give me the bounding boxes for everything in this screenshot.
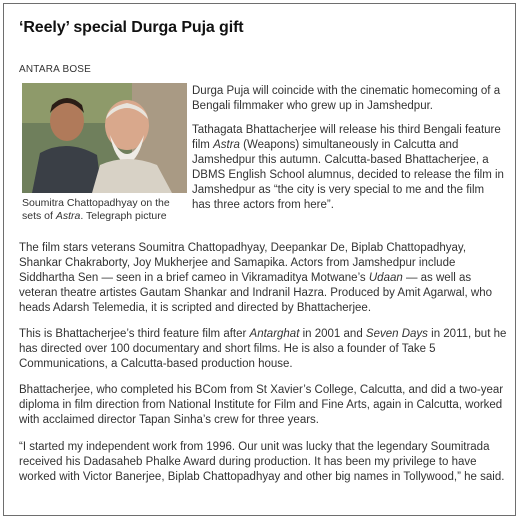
caption-text: Soumitra Chattopadhyay on the sets of: [22, 197, 170, 222]
paragraph-4: [19, 327, 507, 372]
article-photo: [22, 83, 187, 193]
p3-text-b: — as well as veteran theatre artistes Gautam Shankar and Indranil Hazra. Produced by Amit Agarwal, who heads Adarsh Telemedia, it is scripted and directed by Bhattacherjee.: [19, 272, 493, 314]
p2-film-title: Astra: [213, 139, 240, 151]
paragraph-6: “I started my independent work from 1996. Our unit was lucky that the legendary Soumitrada received his Dadasaheb Phalke Award during production. It has been my privilege to have worked with Victor Banerjee, Biplab Chattopadhyay and other big names in Tollywood,” he said.: [19, 441, 505, 483]
p4-film-title-2: Seven Days: [365, 328, 428, 340]
p2-text-a: Tathagata Bhattacherjee will release his third Bengali feature film: [192, 124, 501, 151]
p2-text-b: (Weapons) simultaneously in Calcutta and Jamshedpur this autumn. Calcutta-based Bhattacherjee, a DBMS English School alumnus, decided to release the film in Jamshedpur as “the city is very special to me and the film has three actors from here”.: [192, 139, 504, 211]
p4-text-b: in 2001 and: [299, 328, 366, 340]
p3-film-title: Udaan: [368, 272, 403, 284]
paragraph-2: [192, 123, 505, 213]
p3-text-a: The film stars veterans Soumitra Chattopadhyay, Deepankar De, Biplab Chattopadhyay, Shankar Chakraborty, Joy Mukherjee and Samapika. Actors from Jamshedpur include Siddhartha Sen — seen in a brief cameo in Vikramaditya Motwane’s: [19, 242, 467, 284]
caption-credit: . Telegraph picture: [80, 210, 167, 222]
p4-text-c: in 2011, but he has directed over 100 documentary and short films. He is also a founder of Take 5 Communications, a Calcutta-based production house.: [19, 328, 507, 370]
photo-illustration: [22, 83, 187, 193]
article-title: ‘Reely’ special Durga Puja gift: [19, 19, 244, 36]
p4-film-title-1: Antarghat: [249, 328, 300, 340]
paragraph-5: Bhattacherjee, who completed his BCom from St Xavier’s College, Calcutta, and did a two-year diploma in film direction from National Institute for Film and Fine Arts, again in Calcutta, worked with acclaimed director Tapan Sinha’s crew for three years.: [19, 384, 504, 426]
paragraph-3: [19, 241, 507, 316]
byline: ANTARA BOSE: [19, 64, 92, 75]
caption-film-title: Astra: [55, 210, 81, 222]
p4-text-a: This is Bhattacherjee’s third feature film after: [19, 328, 250, 340]
photo-caption: [22, 197, 190, 223]
paragraph-1: Durga Puja will coincide with the cinematic homecoming of a Bengali filmmaker who grew up in Jamshedpur.: [192, 85, 501, 112]
